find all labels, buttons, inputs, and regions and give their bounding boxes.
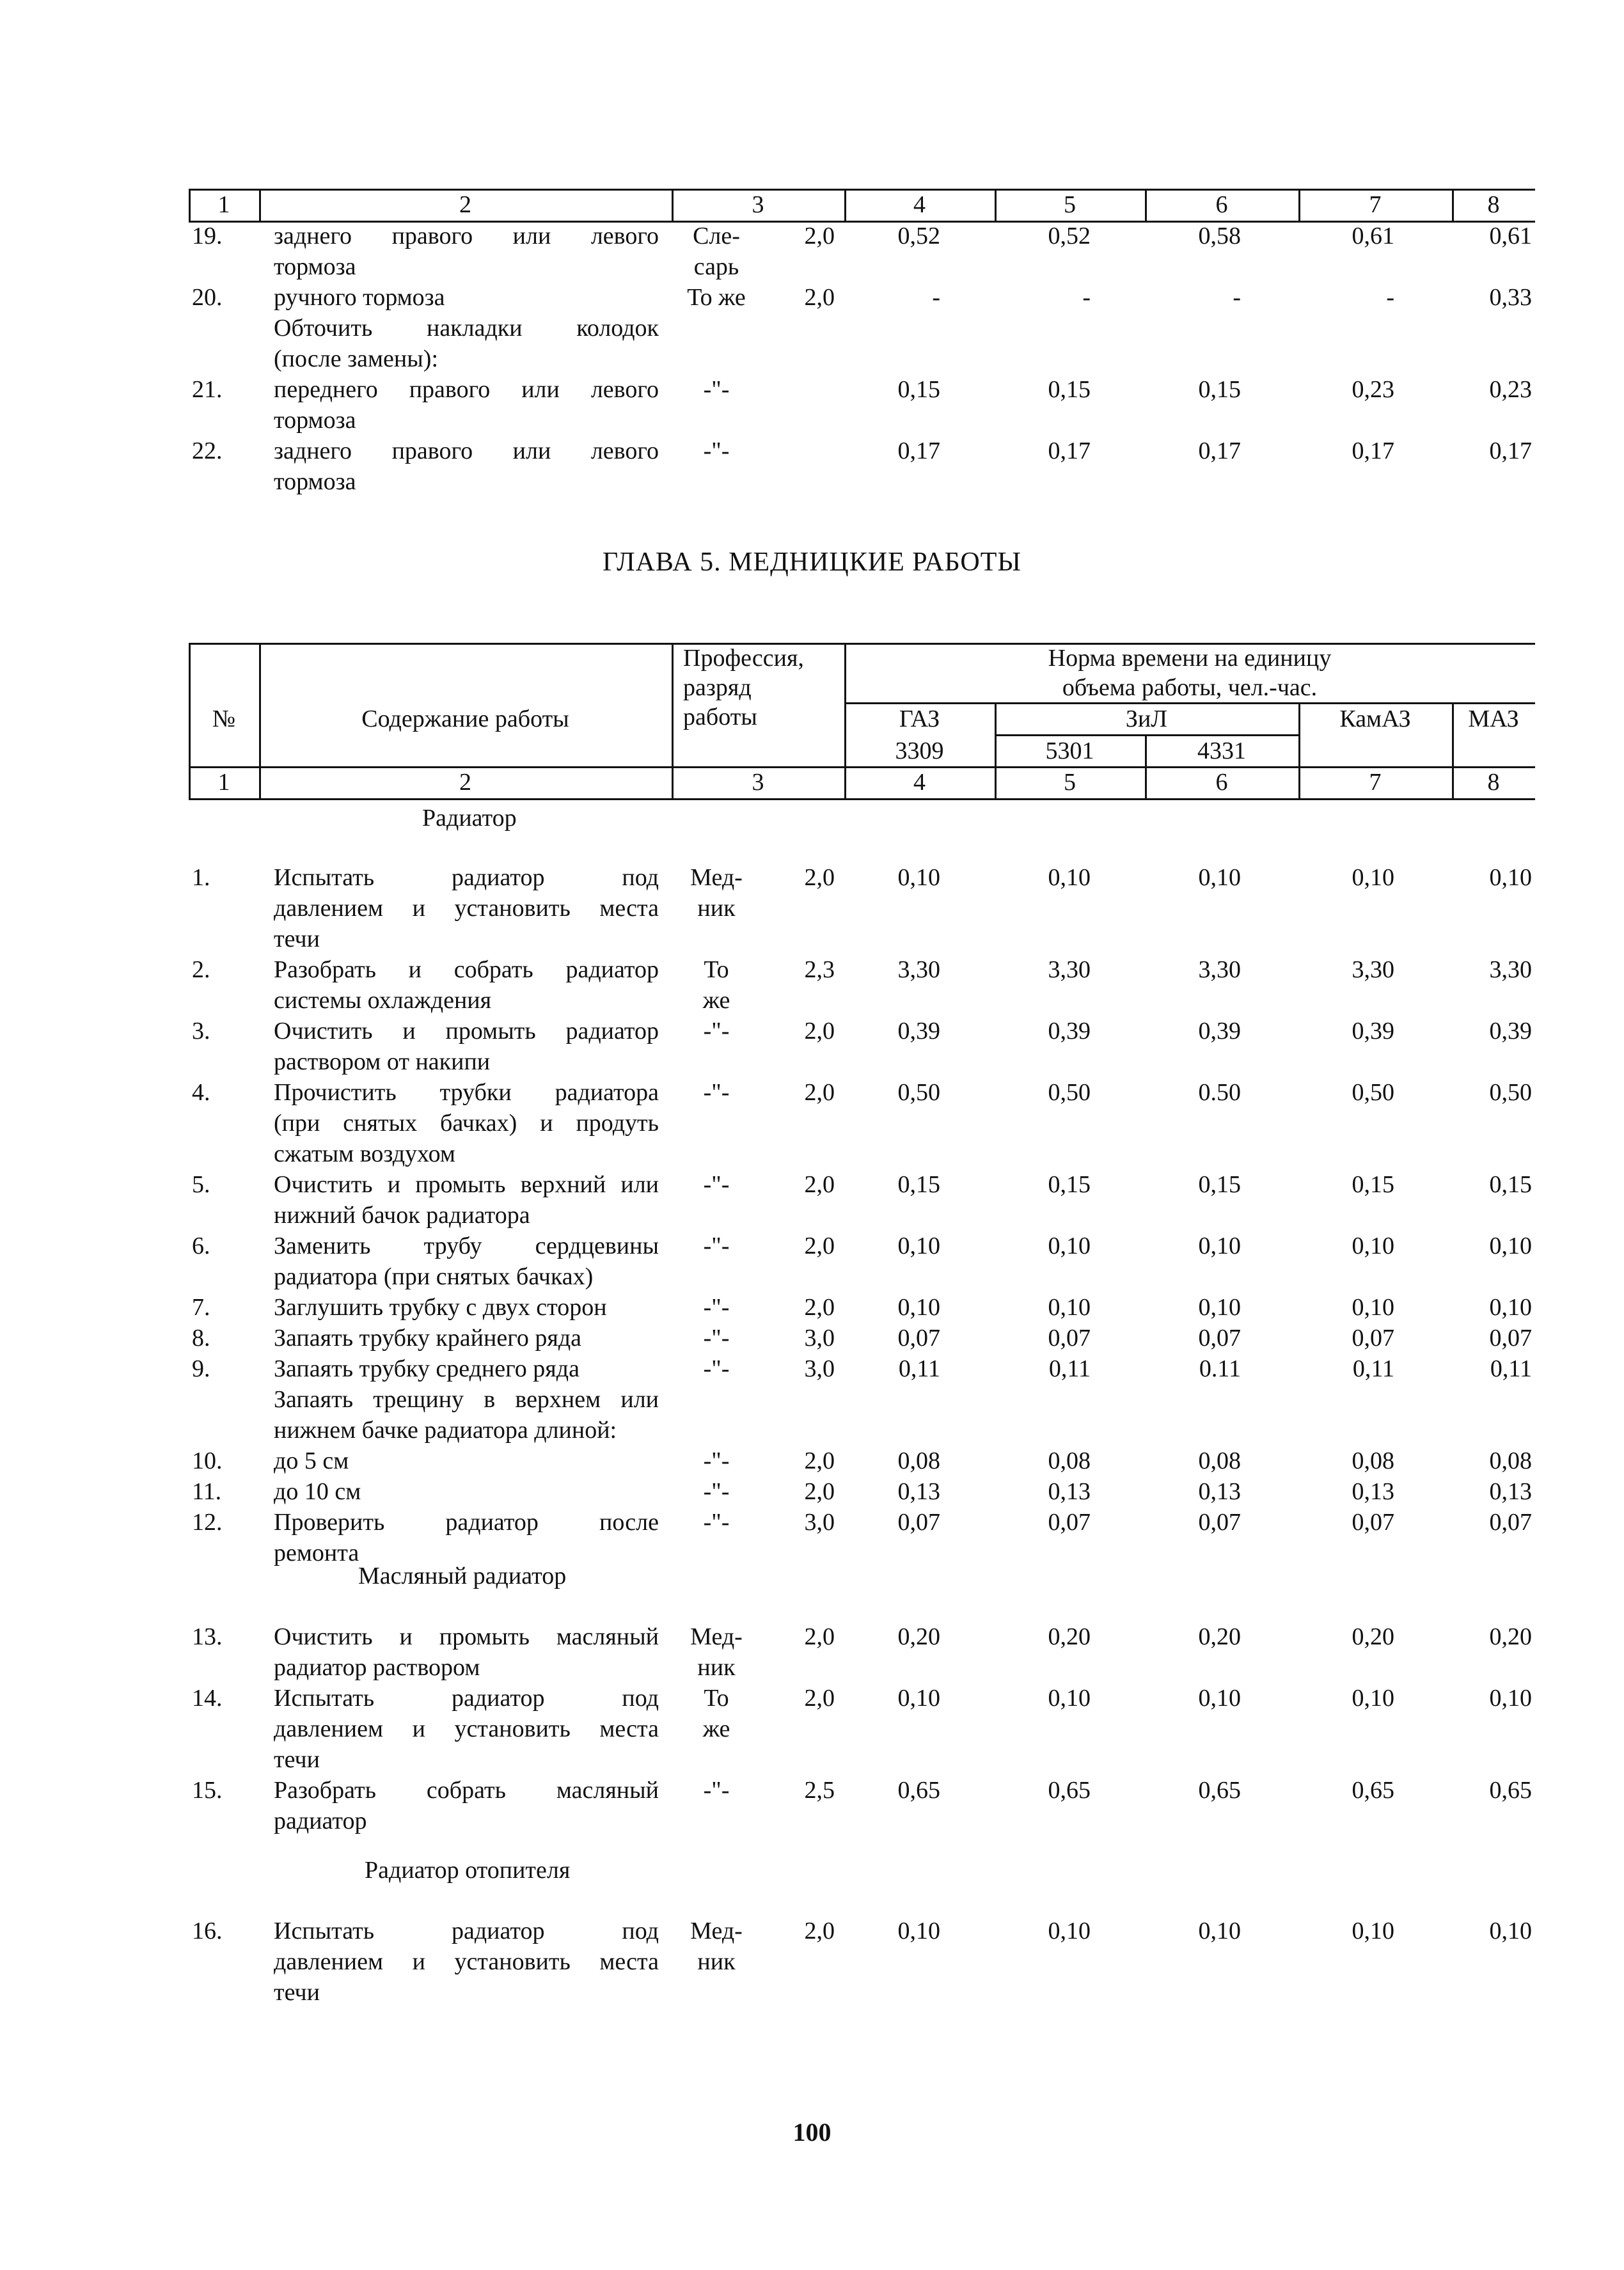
column-number: 5 <box>1064 191 1076 218</box>
column-number: 2 <box>459 769 471 796</box>
header-profession: Профессия, <box>683 645 804 672</box>
table-row-norm-value: 0,10 <box>1198 864 1241 891</box>
top-row-content: переднего правого или левого <box>274 376 659 403</box>
table-row-profession: Мед- <box>690 1918 743 1944</box>
table-row-norm-value: 0,10 <box>1048 1918 1091 1944</box>
table-row-norm-value: 0,10 <box>897 1294 940 1321</box>
table-row-content: Очистить и промыть масляный <box>274 1623 659 1650</box>
header-maz: МАЗ <box>1468 705 1519 732</box>
top-row-norm-value: - <box>1082 284 1091 311</box>
top-row-norm-value: 0,52 <box>897 223 940 249</box>
table-row-content: до 5 см <box>274 1447 349 1474</box>
header-rule <box>189 798 1535 800</box>
table-row-content: Заменить трубу сердцевины <box>274 1233 659 1259</box>
top-row-norm-value: 0,15 <box>1048 376 1091 403</box>
top-row-number: 20. <box>192 284 223 311</box>
table-row-norm-value: 0,13 <box>1198 1478 1241 1505</box>
table-row-norm-value: 0,10 <box>1352 1233 1394 1259</box>
table-row-norm-value: 0,39 <box>1048 1018 1091 1044</box>
table-row-number: 13. <box>192 1623 223 1650</box>
table-row-profession: Мед- <box>690 1623 743 1650</box>
table-row-norm-value: 0,15 <box>897 1171 940 1198</box>
table-row-norm-value: 0,07 <box>1048 1325 1091 1352</box>
table-row-profession: ник <box>697 1654 736 1681</box>
table-row-content: раствором от накипи <box>274 1048 491 1075</box>
table-row-profession: Мед- <box>690 864 743 891</box>
table-row-content: Очистить и промыть верхний или <box>274 1171 659 1198</box>
chapter-title: ГЛАВА 5. МЕДНИЦКИЕ РАБОТЫ <box>602 548 1022 577</box>
table-row-norm-value: 0,07 <box>1489 1325 1532 1352</box>
table-row-norm-value: 3,30 <box>1352 956 1394 983</box>
table-row-norm-value: 0,65 <box>1198 1777 1241 1804</box>
table-row-profession: -"- <box>703 1447 730 1474</box>
table-row-number: 9. <box>192 1355 210 1382</box>
table-row-norm-value: 0,20 <box>1048 1623 1091 1650</box>
section-title: Радиатор <box>422 805 517 832</box>
table-row-profession: ник <box>697 1948 736 1975</box>
table-row-content: Запаять трубку среднего ряда <box>274 1355 579 1382</box>
table-row-content: (при снятых бачках) и продуть <box>274 1110 659 1137</box>
table-row-norm-value: 0,50 <box>1352 1079 1394 1106</box>
table-row-norm-value: 0,08 <box>897 1447 940 1474</box>
section-title: Радиатор отопителя <box>365 1857 571 1884</box>
table-row-norm-value: 0,07 <box>1198 1509 1241 1536</box>
top-row-norm-value: 0,15 <box>1198 376 1241 403</box>
table-row-norm-value: 0,39 <box>1352 1018 1394 1044</box>
top-row-norm-value: 0,17 <box>1489 437 1532 464</box>
table-row-norm-value: 0,10 <box>1352 1294 1394 1321</box>
header-content: Содержание работы <box>361 705 569 732</box>
table-row-profession: же <box>702 1715 730 1742</box>
table-row-norm-value: 0.11 <box>1199 1355 1241 1382</box>
top-row-content: тормоза <box>274 468 356 495</box>
top-row-norm-value: 0,33 <box>1489 284 1532 311</box>
table-row-norm-value: 3,30 <box>1489 956 1532 983</box>
table-row-profession: ник <box>697 895 736 922</box>
table-row-norm-value: 0,07 <box>1352 1325 1394 1352</box>
table-row-content: Разобрать собрать масляный <box>274 1777 659 1804</box>
table-row-grade: 2,3 <box>804 956 835 983</box>
table-row-content: радиатора (при снятых бачках) <box>274 1263 594 1290</box>
table-row-number: 12. <box>192 1509 223 1536</box>
table-row-content: Запаять трубку крайнего ряда <box>274 1325 582 1352</box>
table-row-norm-value: 0,07 <box>897 1325 940 1352</box>
top-row-norm-value: 0,17 <box>1048 437 1091 464</box>
table-row-content: ремонта <box>274 1540 359 1566</box>
header-kamaz: КамАЗ <box>1339 705 1411 732</box>
table-row-number: 11. <box>192 1478 222 1505</box>
table-row-content: системы охлаждения <box>274 987 492 1014</box>
table-row-norm-value: 0,08 <box>1352 1447 1394 1474</box>
table-row-content: радиатор раствором <box>274 1654 480 1681</box>
table-row-grade: 3,0 <box>804 1355 835 1382</box>
header-norm: объема работы, чел.-час. <box>1062 674 1318 701</box>
table-row-norm-value: 0,08 <box>1198 1447 1241 1474</box>
table-row-grade: 3,0 <box>804 1509 835 1536</box>
table-row-content: Запаять трещину в верхнем или <box>274 1386 659 1413</box>
table-row-norm-value: 0,10 <box>1198 1685 1241 1712</box>
top-row-norm-value: 0,17 <box>1352 437 1394 464</box>
table-row-norm-value: 0,10 <box>1048 1685 1091 1712</box>
table-row-norm-value: 0,15 <box>1198 1171 1241 1198</box>
top-row-norm-value: 0,23 <box>1352 376 1394 403</box>
table-row-norm-value: 0,07 <box>1489 1509 1532 1536</box>
column-number: 1 <box>217 769 230 796</box>
header-zil: ЗиЛ <box>1125 705 1168 732</box>
top-row-profession: Сле- <box>693 223 740 249</box>
top-row-norm-value: - <box>1233 284 1241 311</box>
top-row-norm-value: 0,58 <box>1198 223 1241 249</box>
top-row-grade: 2,0 <box>804 284 835 311</box>
table-row-norm-value: 0,10 <box>1489 1233 1532 1259</box>
table-row-norm-value: 0,10 <box>897 1233 940 1259</box>
header-zil-model: 5301 <box>1045 737 1094 764</box>
top-row-profession: -"- <box>703 376 730 403</box>
top-row-content: ручного тормоза <box>274 284 445 311</box>
table-row-profession: -"- <box>703 1171 730 1198</box>
table-row-profession: -"- <box>703 1478 730 1505</box>
table-row-norm-value: 0,10 <box>1489 864 1532 891</box>
table-row-norm-value: 0,39 <box>1489 1018 1532 1044</box>
table-row-grade: 2,0 <box>804 1018 835 1044</box>
table-row-norm-value: 0,07 <box>897 1509 940 1536</box>
table-row-content: нижний бачок радиатора <box>274 1202 530 1229</box>
table-row-norm-value: 0,10 <box>1489 1294 1532 1321</box>
table-row-norm-value: 0,07 <box>1198 1325 1241 1352</box>
table-row-norm-value: 0,13 <box>1352 1478 1394 1505</box>
table-row-content: до 10 см <box>274 1478 361 1505</box>
top-row-norm-value: 0,61 <box>1352 223 1394 249</box>
table-row-norm-value: 0,10 <box>1352 864 1394 891</box>
top-row-norm-value: 0,17 <box>1198 437 1241 464</box>
table-row-norm-value: 0,65 <box>897 1777 940 1804</box>
table-row-grade: 2,0 <box>804 1685 835 1712</box>
column-number: 6 <box>1215 191 1228 218</box>
table-row-content: Прочистить трубки радиатора <box>274 1079 659 1106</box>
table-row-profession: -"- <box>703 1018 730 1044</box>
table-row-grade: 2,0 <box>804 1447 835 1474</box>
table-row-norm-value: 0,07 <box>1352 1509 1394 1536</box>
top-row-norm-value: - <box>932 284 940 311</box>
table-row-norm-value: 0,08 <box>1048 1447 1091 1474</box>
table-row-grade: 2,0 <box>804 1294 835 1321</box>
top-row-content: Обточить накладки колодок <box>274 315 659 342</box>
table-row-content: Проверить радиатор после <box>274 1509 659 1536</box>
table-row-number: 2. <box>192 956 210 983</box>
table-row-content: сжатым воздухом <box>274 1140 455 1167</box>
table-row-number: 3. <box>192 1018 210 1044</box>
table-row-number: 16. <box>192 1918 223 1944</box>
table-row-norm-value: 0,07 <box>1048 1509 1091 1536</box>
table-row-grade: 2,5 <box>804 1777 835 1804</box>
table-row-norm-value: 0,10 <box>1489 1918 1532 1944</box>
top-row-content: заднего правого или левого <box>274 223 659 249</box>
table-row-content: радиатор <box>274 1808 367 1834</box>
header-gaz-model: 3309 <box>895 737 944 764</box>
table-row-profession: -"- <box>703 1777 730 1804</box>
table-row-content: Заглушить трубку с двух сторон <box>274 1294 607 1321</box>
table-row-norm-value: 0,65 <box>1489 1777 1532 1804</box>
top-row-profession: -"- <box>703 437 730 464</box>
table-row-grade: 3,0 <box>804 1325 835 1352</box>
table-row-norm-value: 0,11 <box>1352 1355 1394 1382</box>
table-row-number: 7. <box>192 1294 210 1321</box>
header-norm: Норма времени на единицу <box>1048 645 1332 672</box>
header-profession: работы <box>683 704 757 730</box>
header-gaz: ГАЗ <box>899 705 940 732</box>
table-row-norm-value: 0,11 <box>1048 1355 1091 1382</box>
table-row-norm-value: 0,13 <box>1489 1478 1532 1505</box>
column-number: 3 <box>752 769 764 796</box>
table-row-norm-value: 3,30 <box>897 956 940 983</box>
top-row-norm-value: 0,17 <box>897 437 940 464</box>
table-row-number: 5. <box>192 1171 210 1198</box>
table-row-number: 1. <box>192 864 210 891</box>
table-row-content: Испытать радиатор под <box>274 1685 659 1712</box>
table-row-norm-value: 0,10 <box>1489 1685 1532 1712</box>
table-row-norm-value: 0,10 <box>1048 864 1091 891</box>
table-row-profession: -"- <box>703 1355 730 1382</box>
table-row-grade: 2,0 <box>804 1918 835 1944</box>
column-number: 3 <box>752 191 764 218</box>
table-row-norm-value: 0,20 <box>1198 1623 1241 1650</box>
table-row-norm-value: 0,39 <box>1198 1018 1241 1044</box>
header-profession: разряд <box>683 674 752 701</box>
table-row-norm-value: 0,10 <box>1352 1918 1394 1944</box>
table-row-profession: -"- <box>703 1079 730 1106</box>
table-row-norm-value: 0,15 <box>1489 1171 1532 1198</box>
top-row-profession: То же <box>687 284 746 311</box>
table-row-norm-value: 3,30 <box>1048 956 1091 983</box>
table-row-number: 8. <box>192 1325 210 1352</box>
table-row-profession: же <box>702 987 730 1014</box>
top-row-content: тормоза <box>274 253 356 280</box>
table-row-content: Испытать радиатор под <box>274 864 659 891</box>
table-row-norm-value: 0,10 <box>1048 1294 1091 1321</box>
header-number: № <box>212 705 236 732</box>
table-row-norm-value: 0,20 <box>1352 1623 1394 1650</box>
table-row-content: Разобрать и собрать радиатор <box>274 956 659 983</box>
table-row-number: 10. <box>192 1447 223 1474</box>
table-row-profession: -"- <box>703 1325 730 1352</box>
top-row-number: 21. <box>192 376 223 403</box>
table-row-grade: 2,0 <box>804 1079 835 1106</box>
header-zil-model: 4331 <box>1197 737 1246 764</box>
table-row-norm-value: 0,10 <box>897 864 940 891</box>
column-number: 1 <box>217 191 230 218</box>
top-row-norm-value: - <box>1386 284 1394 311</box>
column-number: 8 <box>1487 769 1500 796</box>
table-row-norm-value: 0,50 <box>1489 1079 1532 1106</box>
table-row-number: 6. <box>192 1233 210 1259</box>
table-row-norm-value: 0,20 <box>1489 1623 1532 1650</box>
top-row-content: заднего правого или левого <box>274 437 659 464</box>
table-row-content: давлением и установить места <box>274 1715 659 1742</box>
table-row-norm-value: 0,10 <box>1198 1233 1241 1259</box>
table-row-norm-value: 0,10 <box>1048 1233 1091 1259</box>
table-row-content: Испытать радиатор под <box>274 1918 659 1944</box>
section-title: Масляный радиатор <box>358 1563 567 1589</box>
table-row-norm-value: 0,65 <box>1048 1777 1091 1804</box>
column-number: 7 <box>1369 769 1382 796</box>
table-row-norm-value: 0,10 <box>1198 1918 1241 1944</box>
table-row-norm-value: 0,15 <box>1352 1171 1394 1198</box>
top-row-grade: 2,0 <box>804 223 835 249</box>
table-row-content: нижнем бачке радиатора длиной: <box>274 1417 617 1444</box>
table-row-content: течи <box>274 926 320 952</box>
column-number: 4 <box>913 769 926 796</box>
table-row-norm-value: 0,50 <box>1048 1079 1091 1106</box>
table-row-norm-value: 0,20 <box>897 1623 940 1650</box>
table-row-norm-value: 0,10 <box>897 1918 940 1944</box>
table-row-norm-value: 0,08 <box>1489 1447 1532 1474</box>
table-row-profession: То <box>704 956 729 983</box>
table-row-content: давлением и установить места <box>274 1948 659 1975</box>
table-row-number: 15. <box>192 1777 223 1804</box>
top-row-number: 22. <box>192 437 223 464</box>
table-row-norm-value: 0,11 <box>1490 1355 1532 1382</box>
table-row-norm-value: 0,15 <box>1048 1171 1091 1198</box>
table-row-grade: 2,0 <box>804 1233 835 1259</box>
table-row-norm-value: 3,30 <box>1198 956 1241 983</box>
top-row-norm-value: 0,61 <box>1489 223 1532 249</box>
table-row-content: течи <box>274 1979 320 2006</box>
table-row-grade: 2,0 <box>804 1478 835 1505</box>
column-number: 2 <box>459 191 471 218</box>
top-row-content: (после замены): <box>274 345 439 372</box>
column-number: 7 <box>1369 191 1382 218</box>
column-number: 6 <box>1215 769 1228 796</box>
top-row-content: тормоза <box>274 407 356 434</box>
table-row-norm-value: 0,11 <box>898 1355 940 1382</box>
table-row-grade: 2,0 <box>804 1623 835 1650</box>
table-row-number: 4. <box>192 1079 210 1106</box>
table-row-profession: -"- <box>703 1294 730 1321</box>
table-row-norm-value: 0,39 <box>897 1018 940 1044</box>
top-row-norm-value: 0,23 <box>1489 376 1532 403</box>
table-row-norm-value: 0,50 <box>897 1079 940 1106</box>
table-row-profession: То <box>704 1685 729 1712</box>
column-number: 5 <box>1064 769 1076 796</box>
table-row-norm-value: 0,10 <box>1352 1685 1394 1712</box>
table-row-number: 14. <box>192 1685 223 1712</box>
table-row-norm-value: 0,10 <box>1198 1294 1241 1321</box>
table-row-profession: -"- <box>703 1233 730 1259</box>
table-row-norm-value: 0,13 <box>897 1478 940 1505</box>
table-row-grade: 2,0 <box>804 864 835 891</box>
table-row-profession: -"- <box>703 1509 730 1536</box>
column-number: 4 <box>913 191 926 218</box>
top-row-norm-value: 0,15 <box>897 376 940 403</box>
table-row-grade: 2,0 <box>804 1171 835 1198</box>
table-row-norm-value: 0,65 <box>1352 1777 1394 1804</box>
table-row-norm-value: 0.50 <box>1198 1079 1241 1106</box>
table-row-content: давлением и установить места <box>274 895 659 922</box>
column-number: 8 <box>1487 191 1500 218</box>
table-row-content: течи <box>274 1746 320 1773</box>
table-row-content: Очистить и промыть радиатор <box>274 1018 659 1044</box>
top-row-number: 19. <box>192 223 223 249</box>
top-row-profession: сарь <box>693 253 739 280</box>
table-row-norm-value: 0,10 <box>897 1685 940 1712</box>
page-number: 100 <box>792 2118 832 2147</box>
top-row-norm-value: 0,52 <box>1048 223 1091 249</box>
table-row-norm-value: 0,13 <box>1048 1478 1091 1505</box>
